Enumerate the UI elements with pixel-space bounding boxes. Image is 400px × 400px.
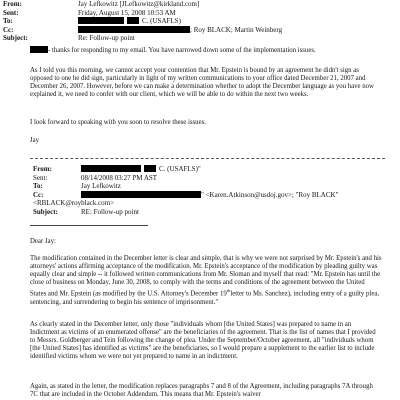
fwd-to-row bbox=[33, 182, 383, 191]
reply-para1-text: - thanks for responding to my email. You have narrowed down some of the implementation issues. bbox=[48, 47, 316, 54]
letter-paragraph bbox=[30, 383, 382, 399]
header-from-value: Jay Lefkowitz [JLefkowitz@kirkland.com] bbox=[78, 0, 200, 8]
header-from-label: From: bbox=[3, 0, 22, 8]
letter-para3-text: Again, as stated in the letter, the modification replaces paragraphs 7 and 8 of the Agreement, including paragraphs 7A through 7C that are included in the October Addendum. This means that Mr. Epstein's waiver bbox=[30, 383, 373, 399]
header-to-row bbox=[3, 17, 393, 26]
fwd-from-value: C. (USAFLS)" bbox=[159, 165, 201, 173]
header-cc-value: ; Roy BLACK; Martin Weinberg bbox=[190, 25, 283, 34]
fwd-cc-label: Cc: bbox=[33, 190, 44, 199]
reply-signoff-text: Jay bbox=[30, 137, 40, 144]
message-separator bbox=[30, 158, 385, 159]
fwd-to-value: Jay Lefkowitz bbox=[81, 182, 121, 191]
fwd-cc-row bbox=[33, 191, 383, 200]
letter-greeting bbox=[30, 238, 382, 246]
fwd-from-row bbox=[33, 165, 383, 174]
header-sent-row bbox=[3, 9, 393, 18]
superscript-ordinal: th bbox=[226, 288, 231, 294]
fwd-subject-value: RE: Follow-up point bbox=[81, 207, 139, 216]
fwd-subject-label: Subject: bbox=[33, 207, 58, 216]
fwd-from-label: From: bbox=[33, 165, 52, 173]
fwd-sent-value: 08/14/2008 03:27 PM AST bbox=[81, 173, 158, 182]
header-cc-row bbox=[3, 26, 393, 35]
fwd-cc-row-continued bbox=[33, 199, 383, 208]
fwd-sent-row bbox=[33, 174, 383, 183]
header-sent-label: Sent: bbox=[3, 8, 19, 17]
header-subject-label: Subject: bbox=[3, 34, 28, 43]
letter-para1-text bbox=[30, 255, 382, 307]
reply-signoff bbox=[30, 137, 382, 145]
header-rule bbox=[30, 225, 148, 226]
header-subject-value: Re: Follow-up point bbox=[78, 34, 135, 43]
redaction-block bbox=[81, 165, 141, 172]
header-sent-value: Friday, August 15, 2008 10:53 AM bbox=[78, 8, 176, 17]
redaction-block bbox=[127, 17, 139, 24]
redaction-block bbox=[78, 26, 190, 33]
header-to-value: C. (USAFLS) bbox=[142, 17, 181, 26]
reply-paragraph bbox=[30, 67, 382, 99]
redaction-block bbox=[144, 165, 156, 172]
forwarded-header bbox=[33, 165, 383, 217]
header-from-row bbox=[3, 0, 393, 9]
header-to-label: To: bbox=[3, 17, 13, 26]
header-subject-row bbox=[3, 34, 393, 43]
letter-paragraph bbox=[30, 321, 382, 361]
letter-para2-text: As clearly stated in the December letter, only those "individuals whom [the United States] was prepared to name in an Indictment as victims of an enumerated offense" are the beneficiaries of the agreement. That is the list of names that I provided to Messrs. Goldberger and Tein following the change of plea. Under the September/October agreement, all "individuals whom [the United States] has identified as victims" are the beneficiaries, so I would prepare a supplement to the earlier list to include identified victims whom we were not yet prepared to name in an indictment. bbox=[30, 321, 376, 361]
fwd-cc-value-continued: <RBLACK@royblack.com> bbox=[33, 199, 115, 208]
fwd-to-label: To: bbox=[33, 182, 43, 191]
fwd-subject-row bbox=[33, 208, 383, 217]
redaction-block bbox=[30, 46, 48, 53]
reply-para2-text: As I told you this morning, we cannot accept your contention that Mr. Epstein is bound by an agreement he didn't sign as opposed to one he did sign, particularly in light of my written communications to your office dated December 21, 2007 and December 26, 2007. However, before we can make a determination whether to adopt the December language as you have now explained it, we need to confer with our client, which we will be able to do within the next two weeks. bbox=[30, 67, 374, 99]
header-cc-label: Cc: bbox=[3, 25, 14, 34]
fwd-cc-value: " <Karen.Atkinson@usdoj.gov>; "Roy BLACK" bbox=[201, 190, 339, 199]
reply-paragraph bbox=[30, 119, 382, 127]
redaction-block bbox=[78, 17, 124, 24]
letter-paragraph bbox=[30, 255, 382, 307]
reply-para3-text: I look forward to speaking with you soon to resolve these issues. bbox=[30, 119, 206, 126]
letter-greeting-text: Dear Jay: bbox=[30, 238, 56, 245]
reply-paragraph bbox=[30, 46, 382, 55]
letter-para1-part-a: The modification contained in the December letter is clear and simple, that is why we were not surprised by Mr. Epstein's and his attorneys' actions affirming acceptance of the modification. Mr. Epstein's acceptance of the modification by pleading guilty was equally clear and simple -- it followed written communications from Mr. Sloman and myself that read: "Mr. Epstein has until the close of business on Monday, June 30, 2008, to comply with the terms and conditions of the agreement between the United States and Mr. Epstein (as modified by the U.S. Attorney's December 19 bbox=[30, 255, 382, 298]
letter-para1-part-b: letter to Ms. Sanchez), including entry of a guilty plea, sentencing, and surrendering to begin his sentence of imprisonment." bbox=[30, 290, 380, 306]
reply-body bbox=[30, 46, 382, 55]
fwd-sent-label: Sent: bbox=[33, 173, 48, 182]
redaction-block bbox=[81, 191, 201, 198]
email-header bbox=[3, 0, 393, 43]
